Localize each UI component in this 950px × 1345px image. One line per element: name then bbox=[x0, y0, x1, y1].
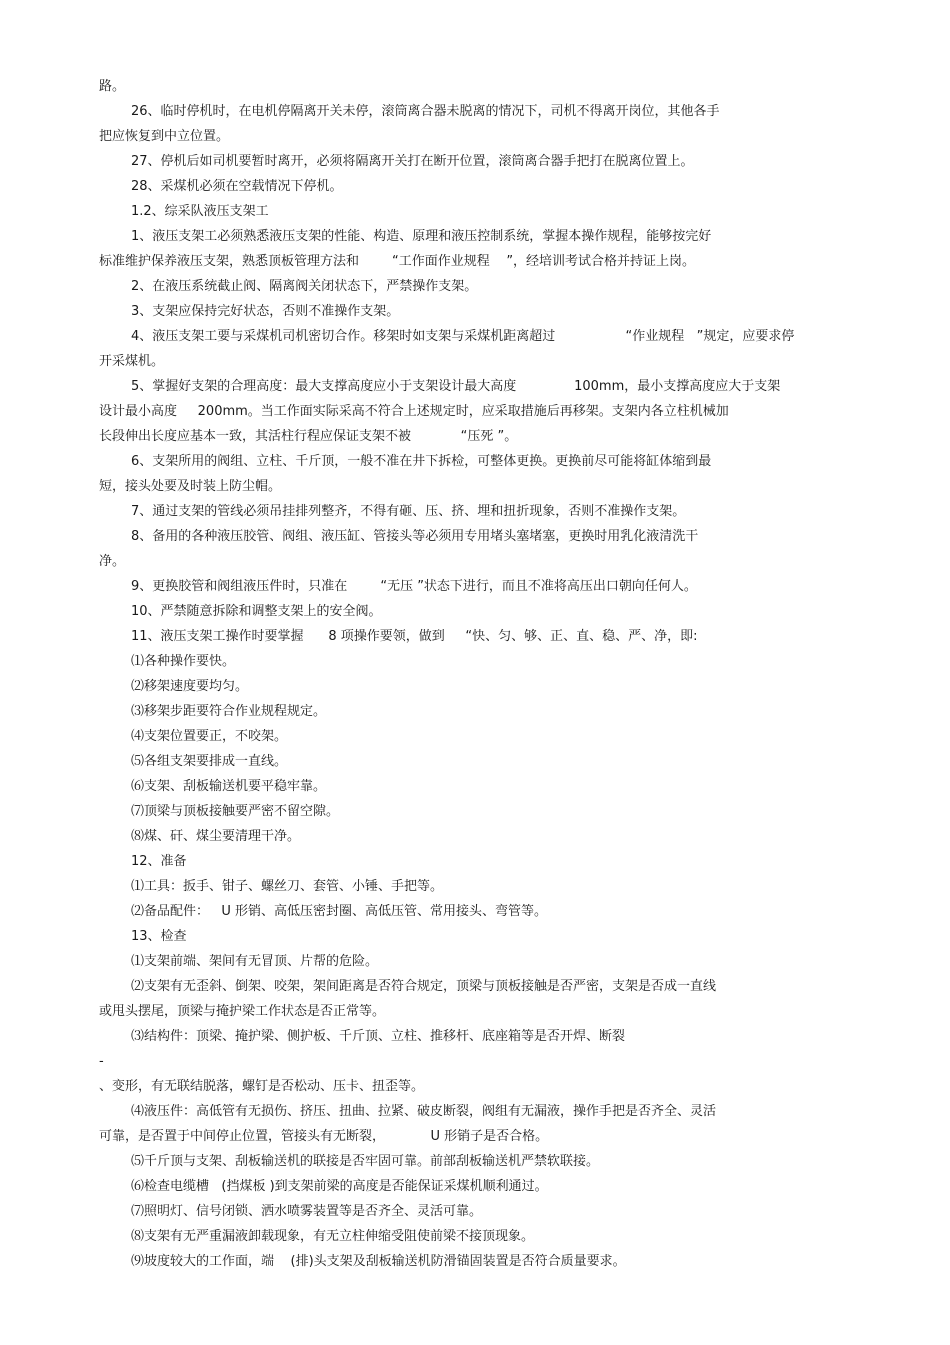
text-line: 可靠，是否置于中间停止位置，管接头有无断裂， U 形销子是否合格。 bbox=[99, 1129, 549, 1144]
list-item: ⑷支架位置要正，不咬架。 bbox=[131, 729, 288, 744]
list-item: ⑵备品配件： U 形销、高低压密封圈、高低压管、常用接头、弯管等。 bbox=[131, 904, 548, 919]
text-line: 11、液压支架工操作时要掌握 8 项操作要领，做到 “快、匀、够、正、直、稳、严、净，即: bbox=[131, 629, 698, 644]
text-line: 开采煤机。 bbox=[99, 354, 165, 369]
list-item: ⑺照明灯、信号闭锁、洒水喷雾装置等是否齐全、灵活可靠。 bbox=[131, 1204, 483, 1219]
text-line: 9、更换胶管和阀组液压件时，只准在 “无压 ”状态下进行，而且不准将高压出口朝向任何人。 bbox=[131, 579, 697, 594]
text-line: 或甩头摆尾，顶梁与掩护梁工作状态是否正常等。 bbox=[99, 1004, 386, 1019]
text-line: 10、严禁随意拆除和调整支架上的安全阀。 bbox=[131, 604, 382, 619]
text-line: 28、采煤机必须在空载情况下停机。 bbox=[131, 179, 343, 194]
text-line: 把应恢复到中立位置。 bbox=[99, 129, 230, 144]
text-line: 标准维护保养液压支架，熟悉顶板管理方法和 “工作面作业规程 ”，经培训考试合格并持证上岗。 bbox=[99, 254, 696, 269]
text-line: - bbox=[99, 1054, 104, 1069]
list-item: ⑴支架前端、架间有无冒顶、片帮的危险。 bbox=[131, 954, 379, 969]
list-item: ⑸各组支架要排成一直线。 bbox=[131, 754, 288, 769]
section-heading: 12、准备 bbox=[131, 854, 187, 869]
list-item: ⑸千斤顶与支架、刮板输送机的联接是否牢固可靠。前部刮板输送机严禁软联接。 bbox=[131, 1154, 600, 1169]
text-line: 4、液压支架工要与采煤机司机密切合作。移架时如支架与采煤机距离超过 “作业规程 ”规定，应要求停 bbox=[131, 329, 795, 344]
text-line: 2、在液压系统截止阀、隔离阀关闭状态下，严禁操作支架。 bbox=[131, 279, 478, 294]
text-line: 27、停机后如司机要暂时离开，必须将隔离开关打在断开位置，滚筒离合器手把打在脱离位置上。 bbox=[131, 154, 694, 169]
text-line: 短，接头处要及时装上防尘帽。 bbox=[99, 479, 282, 494]
list-item: ⑴各种操作要快。 bbox=[131, 654, 236, 669]
text-line: 3、支架应保持完好状态，否则不准操作支架。 bbox=[131, 304, 400, 319]
list-item: ⑻支架有无严重漏液卸载现象，有无立柱伸缩受阻使前梁不接顶现象。 bbox=[131, 1229, 535, 1244]
text-line: 6、支架所用的阀组、立柱、千斤顶，一般不准在井下拆检，可整体更换。更换前尽可能将缸体缩到最 bbox=[131, 454, 712, 469]
list-item: ⑹支架、刮板输送机要平稳牢靠。 bbox=[131, 779, 327, 794]
list-item: ⑷液压件：高低管有无损伤、挤压、扭曲、拉紧、破皮断裂，阀组有无漏液，操作手把是否齐全、灵活 bbox=[131, 1104, 717, 1119]
text-line: 8、备用的各种液压胶管、阀组、液压缸、管接头等必须用专用堵头塞堵塞，更换时用乳化液清洗干 bbox=[131, 529, 699, 544]
text-line: 5、掌握好支架的合理高度：最大支撑高度应小于支架设计最大高度 100mm，最小支撑高度应大于支架 bbox=[131, 379, 781, 394]
list-item: ⑺顶梁与顶板接触要严密不留空隙。 bbox=[131, 804, 340, 819]
text-line: 1、液压支架工必须熟悉液压支架的性能、构造、原理和液压控制系统，掌握本操作规程，能够按完好 bbox=[131, 229, 712, 244]
text-line: 7、通过支架的管线必须吊挂排列整齐，不得有砸、压、挤、埋和扭折现象，否则不准操作支架。 bbox=[131, 504, 686, 519]
section-heading: 13、检查 bbox=[131, 929, 187, 944]
list-item: ⑶结构件：顶梁、掩护梁、侧护板、千斤顶、立柱、推移杆、底座箱等是否开焊、断裂 bbox=[131, 1029, 626, 1044]
list-item: ⑵支架有无歪斜、倒架、咬架，架间距离是否符合规定，顶梁与顶板接触是否严密，支架是否成一直线 bbox=[131, 979, 717, 994]
list-item: ⑻煤、矸、煤尘要清理干净。 bbox=[131, 829, 301, 844]
text-line: 、变形，有无联结脱落，螺钉是否松动、压卡、扭歪等。 bbox=[99, 1079, 425, 1094]
list-item: ⑴工具：扳手、钳子、螺丝刀、套管、小锤、手把等。 bbox=[131, 879, 444, 894]
list-item: ⑹检查电缆槽 (挡煤板 )到支架前梁的高度是否能保证采煤机顺利通过。 bbox=[131, 1179, 548, 1194]
text-line: 长段伸出长度应基本一致，其活柱行程应保证支架不被 “压死 ”。 bbox=[99, 429, 518, 444]
text-line: 设计最小高度 200mm。当工作面实际采高不符合上述规定时，应采取措施后再移架。支架内各立柱机械加 bbox=[99, 404, 729, 419]
list-item: ⑶移架步距要符合作业规程规定。 bbox=[131, 704, 327, 719]
text-line: 净。 bbox=[99, 554, 126, 569]
text-line: 路。 bbox=[99, 79, 126, 94]
list-item: ⑼坡度较大的工作面，端 (排)头支架及刮板输送机防滑锚固装置是否符合质量要求。 bbox=[131, 1254, 626, 1269]
text-line: 26、临时停机时，在电机停隔离开关未停，滚筒离合器未脱离的情况下，司机不得离开岗位，其他各手 bbox=[131, 104, 720, 119]
list-item: ⑵移架速度要均匀。 bbox=[131, 679, 249, 694]
section-heading: 1.2、综采队液压支架工 bbox=[131, 204, 269, 219]
